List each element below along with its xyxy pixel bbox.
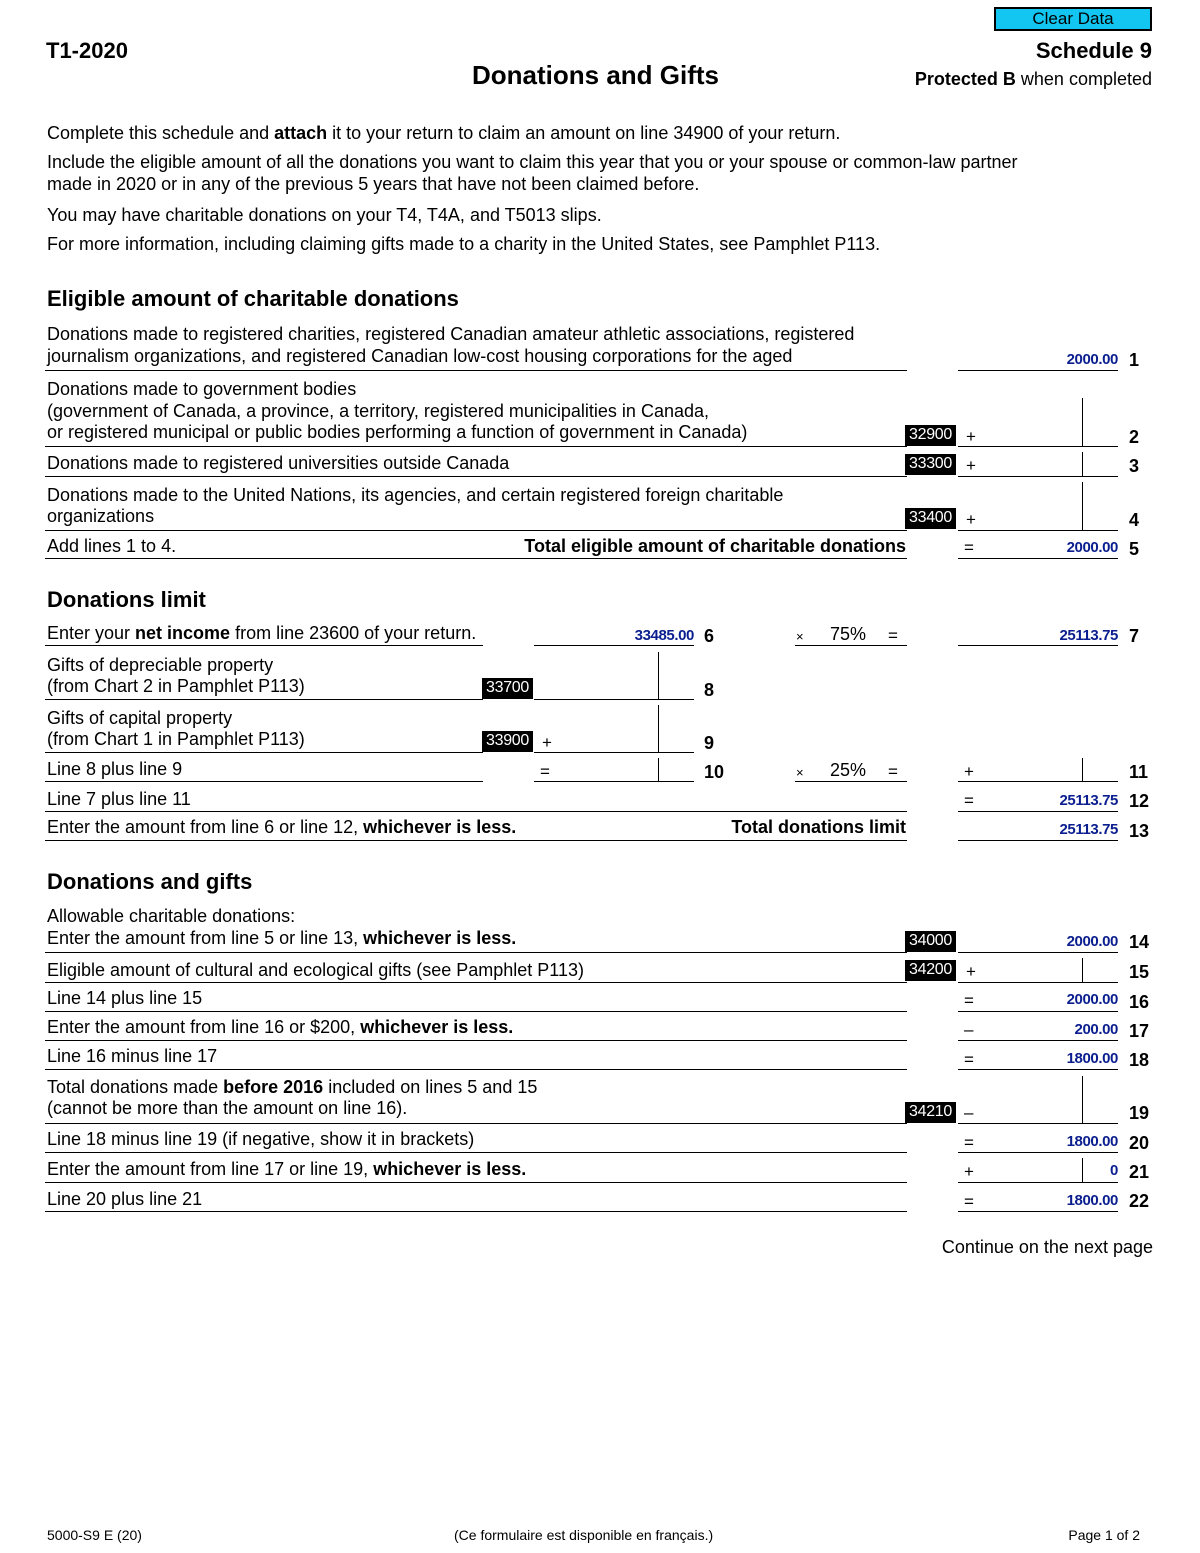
line-5-total-label: Total eligible amount of charitable donations — [524, 536, 906, 556]
line-17-text-a: Enter the amount from line 16 or $200, — [47, 1017, 361, 1037]
line-6-text-a: Enter your — [47, 623, 136, 643]
section-eligible-amount-title: Eligible amount of charitable donations — [47, 286, 459, 311]
code-34200: 34200 — [905, 960, 956, 981]
line-10-underline — [45, 781, 483, 782]
intro-p1-bold: attach — [274, 123, 328, 143]
french-availability-note: (Ce formulaire est disponible en français.) — [454, 1527, 714, 1543]
line-11-field-divider — [1082, 758, 1083, 781]
line-number-15: 15 — [1129, 962, 1150, 982]
line-18-field-line — [958, 1069, 1118, 1070]
code-32900: 32900 — [905, 425, 956, 446]
line-1-value[interactable]: 2000.00 — [1066, 351, 1118, 368]
line-12-underline — [45, 811, 907, 812]
line-17-underline — [45, 1040, 907, 1041]
line-21-underline — [45, 1182, 907, 1183]
schedule-label: Schedule 9 — [1035, 38, 1152, 63]
line-18-text: Line 16 minus line 17 — [47, 1046, 218, 1066]
line-17-value[interactable]: 200.00 — [1074, 1021, 1118, 1038]
line-17-field-line — [958, 1040, 1118, 1041]
line-12-field-line — [958, 811, 1118, 812]
line-1-text-b: journalism organizations, and registered Canadian low-cost housing corporations for the aged — [47, 346, 793, 366]
line-20-text: Line 18 minus line 19 (if negative, show it in brackets) — [47, 1129, 475, 1149]
form-id: T1-2020 — [46, 38, 128, 63]
line-number-19: 19 — [1129, 1103, 1150, 1123]
line-3-field[interactable] — [958, 476, 1118, 477]
line-7-field-line — [958, 645, 1118, 646]
code-33700: 33700 — [482, 678, 533, 699]
line-1-text-a: Donations made to registered charities, registered Canadian amateur athletic associations, registered — [47, 324, 855, 344]
line-15-plus: + — [966, 962, 976, 981]
line-15-underline — [45, 982, 907, 983]
clear-data-button[interactable]: Clear Data — [994, 7, 1152, 31]
line-17-minus: – — [964, 1020, 974, 1039]
line-7-times: × — [796, 629, 804, 644]
line-10-field-divider — [658, 758, 659, 781]
line-11-rate: 25% — [830, 760, 867, 780]
line-16-equals: = — [964, 991, 974, 1010]
code-33400: 33400 — [905, 508, 956, 529]
line-9-underline — [45, 752, 483, 753]
line-6-value[interactable]: 33485.00 — [634, 627, 694, 644]
line-9-plus: + — [542, 733, 552, 752]
line-17-text-bold: whichever is less. — [360, 1017, 514, 1037]
line-18-underline — [45, 1069, 907, 1070]
intro-p4: For more information, including claiming gifts made to a charity in the United States, see Pamphlet P113. — [47, 234, 881, 254]
continue-next-page: Continue on the next page — [941, 1237, 1153, 1257]
line-9-text-b: (from Chart 1 in Pamphlet P113) — [47, 729, 305, 749]
section-donations-limit-title: Donations limit — [47, 587, 206, 612]
line-12-text: Line 7 plus line 11 — [47, 789, 191, 809]
page-title: Donations and Gifts — [472, 60, 719, 90]
line-14-text-b — [47, 927, 516, 949]
line-19-minus: – — [964, 1103, 974, 1122]
line-16-text: Line 14 plus line 15 — [47, 988, 203, 1008]
line-6-text-b: from line 23600 of your return. — [230, 623, 477, 643]
line-19-text-a1: Total donations made — [47, 1077, 224, 1097]
line-19-field[interactable] — [958, 1123, 1118, 1124]
line-17-text — [47, 1016, 513, 1038]
line-11-plus: + — [964, 762, 974, 781]
intro-p2-line1: Include the eligible amount of all the donations you want to claim this year that you or your spouse or common-law partner — [47, 152, 1018, 172]
line-4-field-divider — [1082, 482, 1083, 530]
line-13-value[interactable]: 25113.75 — [1059, 821, 1118, 838]
line-9-text-a: Gifts of capital property — [47, 708, 233, 728]
line-1-field-line — [958, 370, 1118, 371]
line-4-underline — [45, 530, 907, 531]
page-number: Page 1 of 2 — [1068, 1527, 1140, 1543]
line-number-13: 13 — [1129, 821, 1150, 841]
line-7-value[interactable]: 25113.75 — [1059, 627, 1118, 644]
line-number-21: 21 — [1129, 1162, 1150, 1182]
line-19-text-a — [47, 1076, 537, 1098]
line-number-7: 7 — [1129, 626, 1140, 646]
line-2-plus: + — [966, 427, 976, 446]
line-15-field-divider — [1082, 958, 1083, 982]
protected-rest: when completed — [1015, 69, 1152, 89]
line-20-underline — [45, 1152, 907, 1153]
line-14-text-b-plain: Enter the amount from line 5 or line 13, — [47, 928, 364, 948]
line-6-text-bold: net income — [135, 623, 231, 643]
protected-bold: Protected B — [914, 69, 1016, 89]
line-number-6: 6 — [704, 626, 715, 646]
line-12-equals: = — [964, 791, 974, 810]
line-number-12: 12 — [1129, 791, 1150, 811]
intro-p1-b: it to your return to claim an amount on line 34900 of your return. — [327, 123, 841, 143]
line-number-14: 14 — [1129, 932, 1150, 952]
line-5-equals: = — [964, 538, 974, 557]
line-18-value[interactable]: 1800.00 — [1066, 1050, 1118, 1067]
line-3-underline — [45, 476, 907, 477]
line-13-text — [47, 816, 516, 838]
line-21-value[interactable]: 0 — [1110, 1162, 1118, 1179]
line-22-text: Line 20 plus line 21 — [47, 1189, 203, 1209]
section-donations-and-gifts-title: Donations and gifts — [47, 869, 253, 894]
line-8-text-b: (from Chart 2 in Pamphlet P113) — [47, 676, 305, 696]
line-number-4: 4 — [1129, 510, 1140, 530]
line-21-field-line — [958, 1182, 1118, 1183]
line-number-10: 10 — [704, 762, 725, 782]
line-8-underline — [45, 699, 483, 700]
line-11-equals: = — [888, 762, 898, 781]
line-13-total-label: Total donations limit — [731, 817, 906, 837]
line-5-field-line — [958, 558, 1118, 559]
line-number-8: 8 — [704, 680, 715, 700]
line-6-field-line — [534, 645, 694, 646]
line-5-underline — [45, 558, 907, 559]
line-8-text-a: Gifts of depreciable property — [47, 655, 274, 675]
line-14-text-bold: whichever is less. — [363, 928, 517, 948]
line-5-text: Add lines 1 to 4. — [47, 536, 177, 556]
line-19-text-b: (cannot be more than the amount on line 16). — [47, 1098, 408, 1118]
line-21-plus: + — [964, 1162, 974, 1181]
line-13-field-line — [958, 840, 1118, 841]
line-4-text-a: Donations made to the United Nations, its agencies, and certain registered foreign charitable — [47, 485, 784, 505]
line-13-text-bold: whichever is less. — [363, 817, 517, 837]
line-19-text-bold: before 2016 — [223, 1077, 324, 1097]
line-13-underline — [45, 840, 907, 841]
line-number-2: 2 — [1129, 427, 1140, 447]
line-12-value[interactable]: 25113.75 — [1059, 792, 1118, 809]
line-8-field[interactable] — [534, 699, 694, 700]
line-16-field-line — [958, 1011, 1118, 1012]
form-code: 5000-S9 E (20) — [47, 1527, 142, 1543]
line-4-field[interactable] — [958, 530, 1118, 531]
line-22-field-line — [958, 1211, 1118, 1212]
line-number-18: 18 — [1129, 1050, 1150, 1070]
line-2-field[interactable] — [958, 446, 1118, 447]
code-33300: 33300 — [905, 454, 956, 475]
line-14-value[interactable]: 2000.00 — [1066, 933, 1118, 950]
line-14-text-a: Allowable charitable donations: — [47, 906, 296, 926]
intro-p3: You may have charitable donations on your T4, T4A, and T5013 slips. — [47, 205, 602, 225]
intro-p1-a: Complete this schedule and — [47, 123, 275, 143]
line-19-text-a2: included on lines 5 and 15 — [323, 1077, 538, 1097]
line-number-9: 9 — [704, 733, 715, 753]
line-number-1: 1 — [1129, 350, 1140, 370]
line-16-value[interactable]: 2000.00 — [1066, 991, 1118, 1008]
line-number-16: 16 — [1129, 992, 1150, 1012]
code-34210: 34210 — [905, 1102, 956, 1123]
line-21-text-bold: whichever is less. — [373, 1159, 527, 1179]
line-1-underline — [45, 370, 907, 371]
line-7-equals: = — [888, 626, 898, 645]
line-4-plus: + — [966, 510, 976, 529]
line-10-equals: = — [540, 762, 550, 781]
line-10-text: Line 8 plus line 9 — [47, 759, 183, 779]
line-7-rate-underline — [795, 645, 907, 646]
line-20-value[interactable]: 1800.00 — [1066, 1133, 1118, 1150]
line-10-field[interactable] — [534, 781, 694, 782]
intro-p1 — [47, 122, 840, 144]
line-8-field-divider — [658, 652, 659, 699]
line-18-equals: = — [964, 1050, 974, 1069]
line-19-field-divider — [1082, 1076, 1083, 1123]
line-14-underline — [45, 952, 907, 953]
line-number-3: 3 — [1129, 456, 1140, 476]
line-11-field[interactable] — [958, 781, 1118, 782]
line-15-text: Eligible amount of cultural and ecological gifts (see Pamphlet P113) — [47, 960, 584, 980]
line-number-17: 17 — [1129, 1021, 1150, 1041]
line-3-plus: + — [966, 456, 976, 475]
intro-p2-line2: made in 2020 or in any of the previous 5 years that have not been claimed before. — [47, 174, 700, 194]
line-9-field[interactable] — [534, 752, 694, 753]
line-3-text: Donations made to registered universities outside Canada — [47, 453, 510, 473]
line-2-field-divider — [1082, 398, 1083, 446]
line-20-field-line — [958, 1152, 1118, 1153]
line-11-rate-underline — [795, 781, 907, 782]
line-19-underline — [45, 1123, 907, 1124]
line-20-equals: = — [964, 1133, 974, 1152]
code-33900: 33900 — [482, 731, 533, 752]
line-22-underline — [45, 1211, 907, 1212]
line-7-rate: 75% — [830, 624, 867, 644]
line-number-20: 20 — [1129, 1133, 1150, 1153]
line-number-22: 22 — [1129, 1191, 1150, 1211]
line-2-underline — [45, 446, 907, 447]
line-22-value[interactable]: 1800.00 — [1066, 1192, 1118, 1209]
line-2-text-b: (government of Canada, a province, a territory, registered municipalities in Canada, — [47, 401, 710, 421]
line-6-text — [47, 622, 476, 644]
line-16-underline — [45, 1011, 907, 1012]
line-22-equals: = — [964, 1192, 974, 1211]
line-21-text-a: Enter the amount from line 17 or line 19, — [47, 1159, 374, 1179]
line-number-5: 5 — [1129, 539, 1140, 559]
line-3-field-divider — [1082, 452, 1083, 476]
line-14-field-line — [958, 952, 1118, 953]
line-11-times: × — [796, 765, 804, 780]
line-13-text-a: Enter the amount from line 6 or line 12, — [47, 817, 364, 837]
protected-label — [915, 68, 1152, 90]
code-34000: 34000 — [905, 931, 956, 952]
line-9-field-divider — [658, 705, 659, 752]
line-6-underline — [45, 645, 483, 646]
line-number-11: 11 — [1129, 762, 1149, 782]
line-5-value[interactable]: 2000.00 — [1066, 539, 1118, 556]
line-21-text — [47, 1158, 526, 1180]
line-2-text-c: or registered municipal or public bodies performing a function of government in Canada) — [47, 422, 748, 442]
line-15-field[interactable] — [958, 982, 1118, 983]
line-4-text-b: organizations — [47, 506, 155, 526]
line-2-text-a: Donations made to government bodies — [47, 379, 357, 399]
